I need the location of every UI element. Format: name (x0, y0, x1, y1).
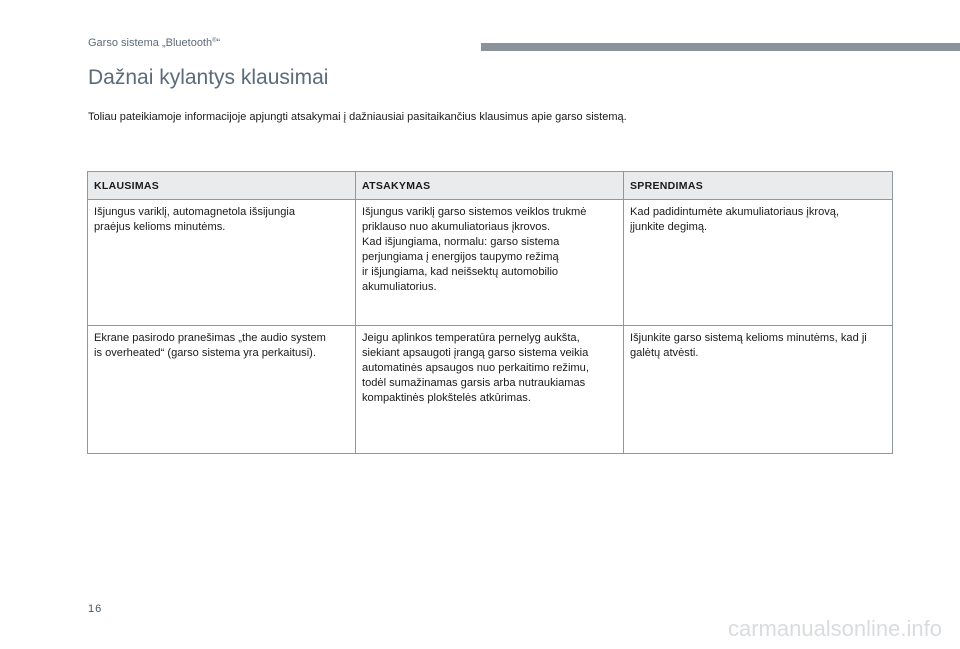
text-line: akumuliatorius. (362, 281, 437, 293)
text-line: galėtų atvėsti. (630, 347, 699, 359)
text-line: automatinės apsaugos nuo perkaitimo režimu, (362, 362, 589, 374)
text-line: praėjus kelioms minutėms. (94, 221, 226, 233)
table-row (88, 200, 893, 326)
solution-cell (624, 200, 893, 326)
column-header-question: KLAUSIMAS (88, 172, 356, 200)
text-line: siekiant apsaugoti įrangą garso sistema veikia (362, 347, 589, 359)
text-line: įjunkite degimą. (630, 221, 708, 233)
table-row (88, 326, 893, 454)
page-title: Dažnai kylantys klausimai (88, 66, 329, 89)
header-bar (481, 43, 960, 51)
text-line: Jeigu aplinkos temperatūra pernelyg aukšta, (362, 332, 580, 344)
text-line: kompaktinės plokštelės atkūrimas. (362, 392, 531, 404)
section-header-text: Garso sistema „Bluetooth (88, 37, 213, 49)
text-line: Išjunkite garso sistemą kelioms minutėms, kad ji (630, 332, 867, 344)
text-line: Išjungus variklį, automagnetola išsijungia (94, 206, 296, 218)
faq-table (87, 171, 893, 454)
answer-cell (356, 326, 624, 454)
text-line: todėl sumažinamas garsis arba nutraukiamas (362, 377, 586, 389)
text-line: priklauso nuo akumuliatoriaus įkrovos. (362, 221, 551, 233)
text-line: perjungiama į energijos taupymo režimą (362, 251, 559, 263)
watermark: carmanualsonline.info (727, 616, 942, 641)
text-line: is overheated“ (garso sistema yra perkaitusi). (94, 347, 316, 359)
page-number: 16 (88, 603, 103, 615)
solution-cell (624, 326, 893, 454)
question-cell (88, 326, 356, 454)
text-line: Ekrane pasirodo pranešimas „the audio system (94, 332, 326, 344)
table-header-row (88, 172, 893, 200)
section-header (88, 37, 220, 49)
column-header-answer: ATSAKYMAS (356, 172, 624, 200)
question-cell (88, 200, 356, 326)
answer-cell (356, 200, 624, 326)
text-line: ir išjungiama, kad neišsektų automobilio (362, 266, 559, 278)
text-line: Kad išjungiama, normalu: garso sistema (362, 236, 560, 248)
text-line: Išjungus variklį garso sistemos veiklos trukmė (362, 206, 587, 218)
text-line: Kad padidintumėte akumuliatoriaus įkrovą, (630, 206, 840, 218)
closing-quote: “ (216, 37, 221, 49)
registered-mark: ® (212, 38, 217, 44)
intro-paragraph: Toliau pateikiamoje informacijoje apjungti atsakymai į dažniausiai pasitaikančius klausimus apie garso sistemą. (88, 111, 627, 123)
column-header-solution: SPRENDIMAS (624, 172, 893, 200)
